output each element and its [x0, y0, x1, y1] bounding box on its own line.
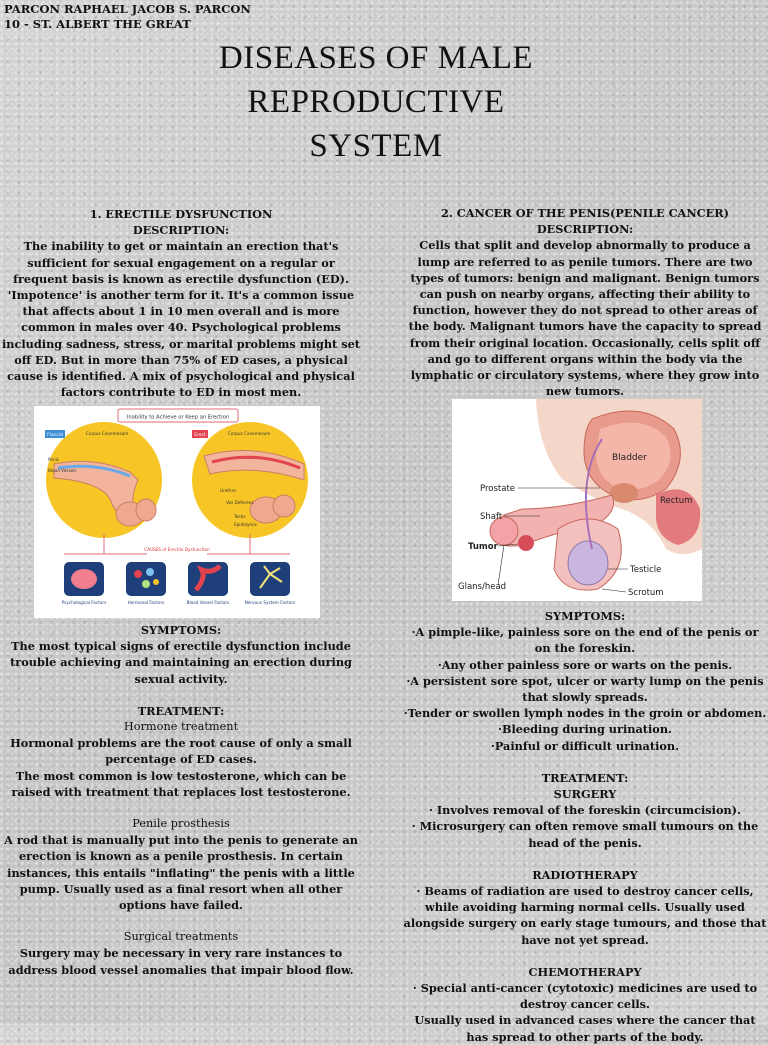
- pc-desc-label: DESCRIPTION:: [536, 222, 634, 237]
- surgical-title: Surgical treatments: [123, 930, 239, 944]
- hormone-text-2: The most common is low testosterone, which can be raised with treatment that replaces lost testosterone.: [11, 768, 351, 799]
- bladder-label: Bladder: [612, 453, 647, 463]
- author-name: PARCON RAPHAEL JACOB S. PARCON: [4, 2, 251, 16]
- ed-figure: [34, 406, 320, 618]
- pc-symptom-2: ·Any other painless sore or warts on the penis.: [437, 657, 733, 672]
- hormone-text-1: Hormonal problems are the root cause of only a small percentage of ED cases.: [10, 736, 352, 767]
- pc-heading: 2. CANCER OF THE PENIS(PENILE CANCER): [441, 206, 729, 220]
- ed-symptoms: The most typical signs of erectile dysfunction include trouble achieving and maintaining an erection during sexual activity.: [10, 639, 352, 686]
- prosthesis-title: Penile prosthesis: [132, 817, 230, 831]
- prostate-label: Prostate: [480, 484, 516, 494]
- hormone-title: Hormone treatment: [123, 720, 239, 734]
- blood-vessels-label: Blood Vessels: [48, 468, 77, 473]
- chemo-text-2: Usually used in advanced cases where the cancer that has spread to other parts of the body.: [414, 1013, 756, 1044]
- erect-label: Erect: [194, 433, 206, 438]
- pc-details: [402, 608, 768, 1045]
- causes-title: CAUSES of Erectile Dysfunction: [144, 547, 210, 552]
- ed-heading: 1. ERECTILE DYSFUNCTION: [89, 207, 273, 221]
- corpus-label-2: Corpus Cavernosum: [228, 431, 271, 436]
- ed-treatment-label: TREATMENT:: [137, 703, 225, 718]
- pc-symptom-3: ·A persistent sore spot, ulcer or warty lump on the penis that slowly spreads.: [406, 673, 764, 705]
- radio-text: · Beams of radiation are used to destroy cancer cells, while avoiding harming normal cells. Usually used alongside surgery on early stage tumours, and those that have not yet spread.: [403, 884, 767, 947]
- page-title: [0, 36, 752, 168]
- cause-blood-vessel: Blood Vessel Factors: [186, 600, 230, 605]
- pc-symptom-5: ·Bleeding during urination.: [498, 722, 672, 737]
- surgery-title: SURGERY: [553, 787, 617, 802]
- vas-deferens-label: Vas Deferens: [226, 500, 254, 505]
- chemo-title: CHEMOTHERAPY: [528, 964, 642, 979]
- corpus-label: Corpus Cavernosum: [86, 431, 129, 436]
- title-line-3: SYSTEM: [309, 128, 443, 164]
- testis-label: Testis: [234, 514, 246, 519]
- shaft-label: Shaft: [480, 512, 503, 522]
- prosthesis-text: A rod that is manually put into the penis to generate an erection is known as a penile prosthesis. In certain instances, this entails "inflating" the penis with a little pump. Usually used as a final resort when all other options have failed.: [4, 833, 358, 913]
- pc-symptom-1: ·A pimple-like, painless sore on the end of the penis or on the foreskin.: [411, 625, 759, 656]
- cause-psychological: Psychological Factors: [61, 600, 107, 605]
- surgical-text: Surgery may be necessary in very rare instances to address blood vessel anomalies that impair blood flow.: [8, 946, 354, 977]
- epididymis-label: Epididymis: [234, 522, 257, 527]
- title-line-2: REPRODUCTIVE: [247, 84, 505, 120]
- cause-hormonal: Hormonal Factors: [127, 600, 165, 605]
- scrotum-label: Scrotum: [628, 588, 664, 598]
- chemo-text-1: · Special anti-cancer (cytotoxic) medicines are used to destroy cancer cells.: [412, 981, 758, 1012]
- radio-title: RADIOTHERAPY: [532, 867, 638, 882]
- ed-desc-label: DESCRIPTION:: [132, 223, 230, 238]
- tumor-label: Tumor: [468, 542, 498, 552]
- surgery-text-2: · Microsurgery can often remove small tumours on the head of the penis.: [411, 819, 759, 850]
- surgery-text-1: · Involves removal of the foreskin (circumcision).: [429, 803, 741, 818]
- pc-symptom-6: ·Painful or difficult urination.: [490, 738, 680, 753]
- penis-label: Penis: [48, 457, 59, 462]
- pc-treatment-label: TREATMENT:: [541, 770, 629, 785]
- ed-intro: [0, 206, 362, 400]
- pc-intro: [402, 205, 768, 399]
- ed-description: The inability to get or maintain an erection that's sufficient for sexual engagement on a regular or frequent basis is known as erectile dysfunction (ED). 'Impotence' is another term for it. It's a common issue that affects about 1 in 10 men overall and is more common in males over 40. Psychological problems including sadness, stress, or marital problems might set off ED. But in more than 75% of ED cases, a physical cause is identified. A mix of psychological and physical factors contribute to ED in most men.: [2, 239, 360, 400]
- pc-symptoms-label: SYMPTOMS:: [544, 609, 626, 623]
- ed-symptoms-label: SYMPTOMS:: [140, 623, 222, 637]
- cause-nervous: Nervous System Factors: [244, 600, 296, 605]
- author-section: 10 - ST. ALBERT THE GREAT: [4, 17, 191, 31]
- flaccid-label: Flaccid: [47, 433, 63, 438]
- author-block: [4, 2, 251, 32]
- ed-fig-title: Inability to Achieve or Keep an Erection: [126, 414, 230, 421]
- rectum-label: Rectum: [660, 496, 693, 506]
- testicle-label: Testicle: [630, 565, 662, 575]
- pc-description: Cells that split and develop abnormally to produce a lump are referred to as penile tumors. There are two types of tumors: benign and malignant. Benign tumors can push on nearby organs, affecting their ability to function, however they do not spread to other areas of the body. Malignant tumors have the capacity to spread from their original location. Occasionally, cells split off and go to different organs within the body via the lymphatic or circulatory systems, where they grow into new tumors.: [408, 238, 762, 399]
- title-line-1: DISEASES OF MALE: [218, 40, 534, 76]
- glans-label: Glans/head: [458, 582, 507, 592]
- penile-cancer-figure: [452, 399, 702, 601]
- urethra-label: Urethra: [220, 488, 236, 493]
- pc-symptom-4: ·Tender or swollen lymph nodes in the groin or abdomen.: [403, 706, 767, 721]
- ed-details: [0, 622, 362, 978]
